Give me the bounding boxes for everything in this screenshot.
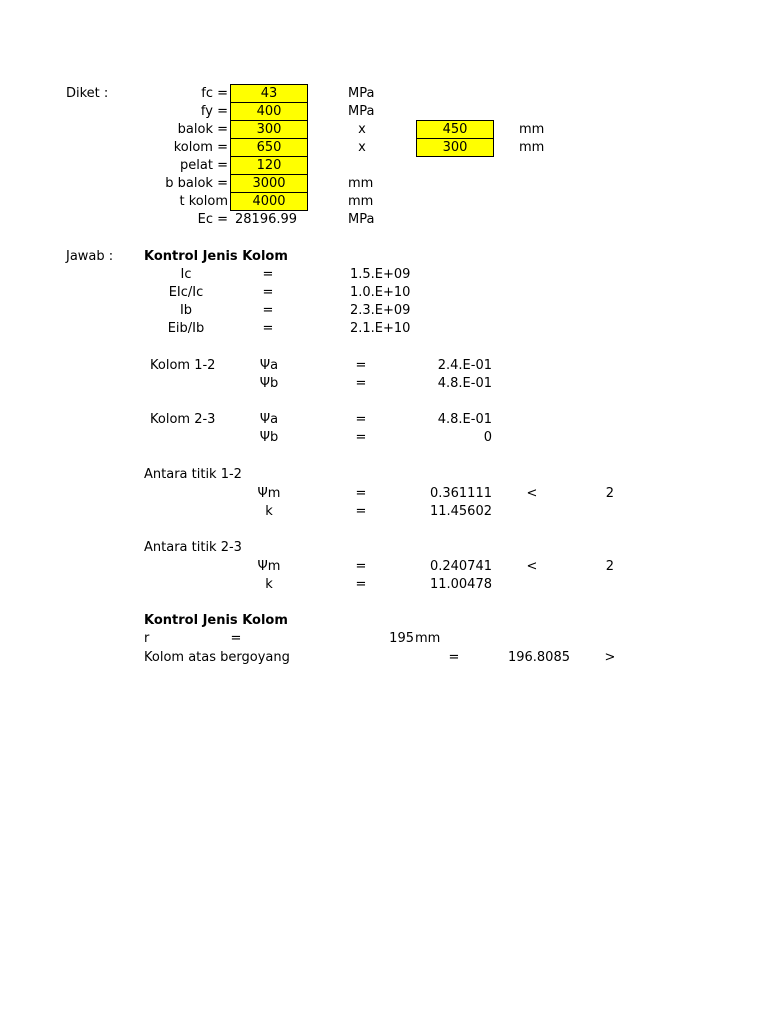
kolom-label: kolom = (173, 140, 228, 155)
antara12-label: Antara titik 1-2 (144, 467, 242, 482)
kolom12-psi-a-value: 2.4.E-01 (437, 358, 492, 373)
kolom12-psi-b-value: 4.8.E-01 (437, 376, 492, 391)
antara23-label: Antara titik 2-3 (144, 540, 242, 555)
antara12-limit: 2 (605, 486, 614, 501)
kolom23-psi-a-eq: = (355, 412, 367, 427)
antara23-limit: 2 (605, 559, 614, 574)
antara12-k-eq: = (355, 504, 367, 519)
r-label: r (144, 631, 150, 646)
bergoyang-label: Kolom atas bergoyang (144, 650, 290, 665)
ec-label: Ec = (197, 212, 228, 227)
diket-label: Diket : (66, 86, 109, 101)
kolom12-psi-b-label: Ψb (259, 376, 279, 391)
t-kolom-label: t kolom (179, 194, 228, 209)
kolom23-psi-b-eq: = (355, 430, 367, 445)
pelat-input-cell[interactable]: 120 (230, 156, 308, 175)
eib-eq: = (262, 321, 274, 336)
fc-unit: MPa (348, 86, 375, 101)
section-heading-kontrol-2: Kontrol Jenis Kolom (144, 613, 288, 628)
fc-input-cell[interactable]: 43 (230, 84, 308, 103)
balok-unit: mm (519, 122, 545, 137)
kolom12-psi-a-eq: = (355, 358, 367, 373)
ic-label: Ic (180, 267, 192, 282)
b-balok-unit: mm (348, 176, 374, 191)
b-balok-input-cell[interactable]: 3000 (230, 174, 308, 193)
ib-eq: = (262, 303, 274, 318)
antara23-k-label: k (265, 577, 273, 592)
kolom12-psi-b-eq: = (355, 376, 367, 391)
balok-width-cell[interactable]: 300 (230, 120, 308, 139)
r-unit: mm (415, 631, 441, 646)
section-heading-kontrol: Kontrol Jenis Kolom (144, 249, 288, 264)
kolom23-psi-a-value: 4.8.E-01 (437, 412, 492, 427)
eic-value: 1.0.E+10 (350, 285, 411, 300)
antara12-compare: < (526, 486, 538, 501)
antara23-k-value: 11.00478 (429, 577, 492, 592)
pelat-label: pelat = (180, 158, 228, 173)
bergoyang-eq: = (448, 650, 460, 665)
antara23-psi-m-label: Ψm (257, 559, 281, 574)
kolom12-psi-a-label: Ψa (259, 358, 279, 373)
jawab-label: Jawab : (66, 249, 114, 264)
t-kolom-unit: mm (348, 194, 374, 209)
kolom-width-cell[interactable]: 650 (230, 138, 308, 157)
fy-input-cell[interactable]: 400 (230, 102, 308, 121)
b-balok-label: b balok = (165, 176, 228, 191)
ic-value: 1.5.E+09 (350, 267, 411, 282)
kolom23-psi-b-value: 0 (483, 430, 492, 445)
eic-label: EIc/Ic (168, 285, 204, 300)
balok-label: balok = (177, 122, 228, 137)
kolom-times: x (358, 140, 366, 155)
kolom23-label: Kolom 2-3 (150, 412, 216, 427)
eic-eq: = (262, 285, 274, 300)
kolom23-psi-a-label: Ψa (259, 412, 279, 427)
fc-label: fc = (201, 86, 228, 101)
kolom12-label: Kolom 1-2 (150, 358, 216, 373)
r-eq: = (230, 631, 242, 646)
balok-times: x (358, 122, 366, 137)
eib-value: 2.1.E+10 (350, 321, 411, 336)
balok-height-cell[interactable]: 450 (416, 120, 494, 139)
antara12-k-label: k (265, 504, 273, 519)
ic-eq: = (262, 267, 274, 282)
antara23-psi-m-eq: = (355, 559, 367, 574)
bergoyang-compare: > (604, 650, 616, 665)
eib-label: Eib/Ib (167, 321, 205, 336)
ib-label: Ib (179, 303, 193, 318)
antara12-psi-m-label: Ψm (257, 486, 281, 501)
antara12-psi-m-eq: = (355, 486, 367, 501)
t-kolom-input-cell[interactable]: 4000 (230, 192, 308, 211)
ec-value: 28196.99 (235, 212, 298, 227)
antara12-psi-m-value: 0.361111 (429, 486, 492, 501)
r-value: 195 (389, 631, 414, 646)
ib-value: 2.3.E+09 (350, 303, 411, 318)
antara23-psi-m-value: 0.240741 (429, 559, 492, 574)
antara12-k-value: 11.45602 (429, 504, 492, 519)
antara23-k-eq: = (355, 577, 367, 592)
kolom-height-cell[interactable]: 300 (416, 138, 494, 157)
fy-unit: MPa (348, 104, 375, 119)
antara23-compare: < (526, 559, 538, 574)
bergoyang-value: 196.8085 (507, 650, 570, 665)
fy-label: fy = (200, 104, 228, 119)
kolom23-psi-b-label: Ψb (259, 430, 279, 445)
ec-unit: MPa (348, 212, 375, 227)
kolom-unit: mm (519, 140, 545, 155)
